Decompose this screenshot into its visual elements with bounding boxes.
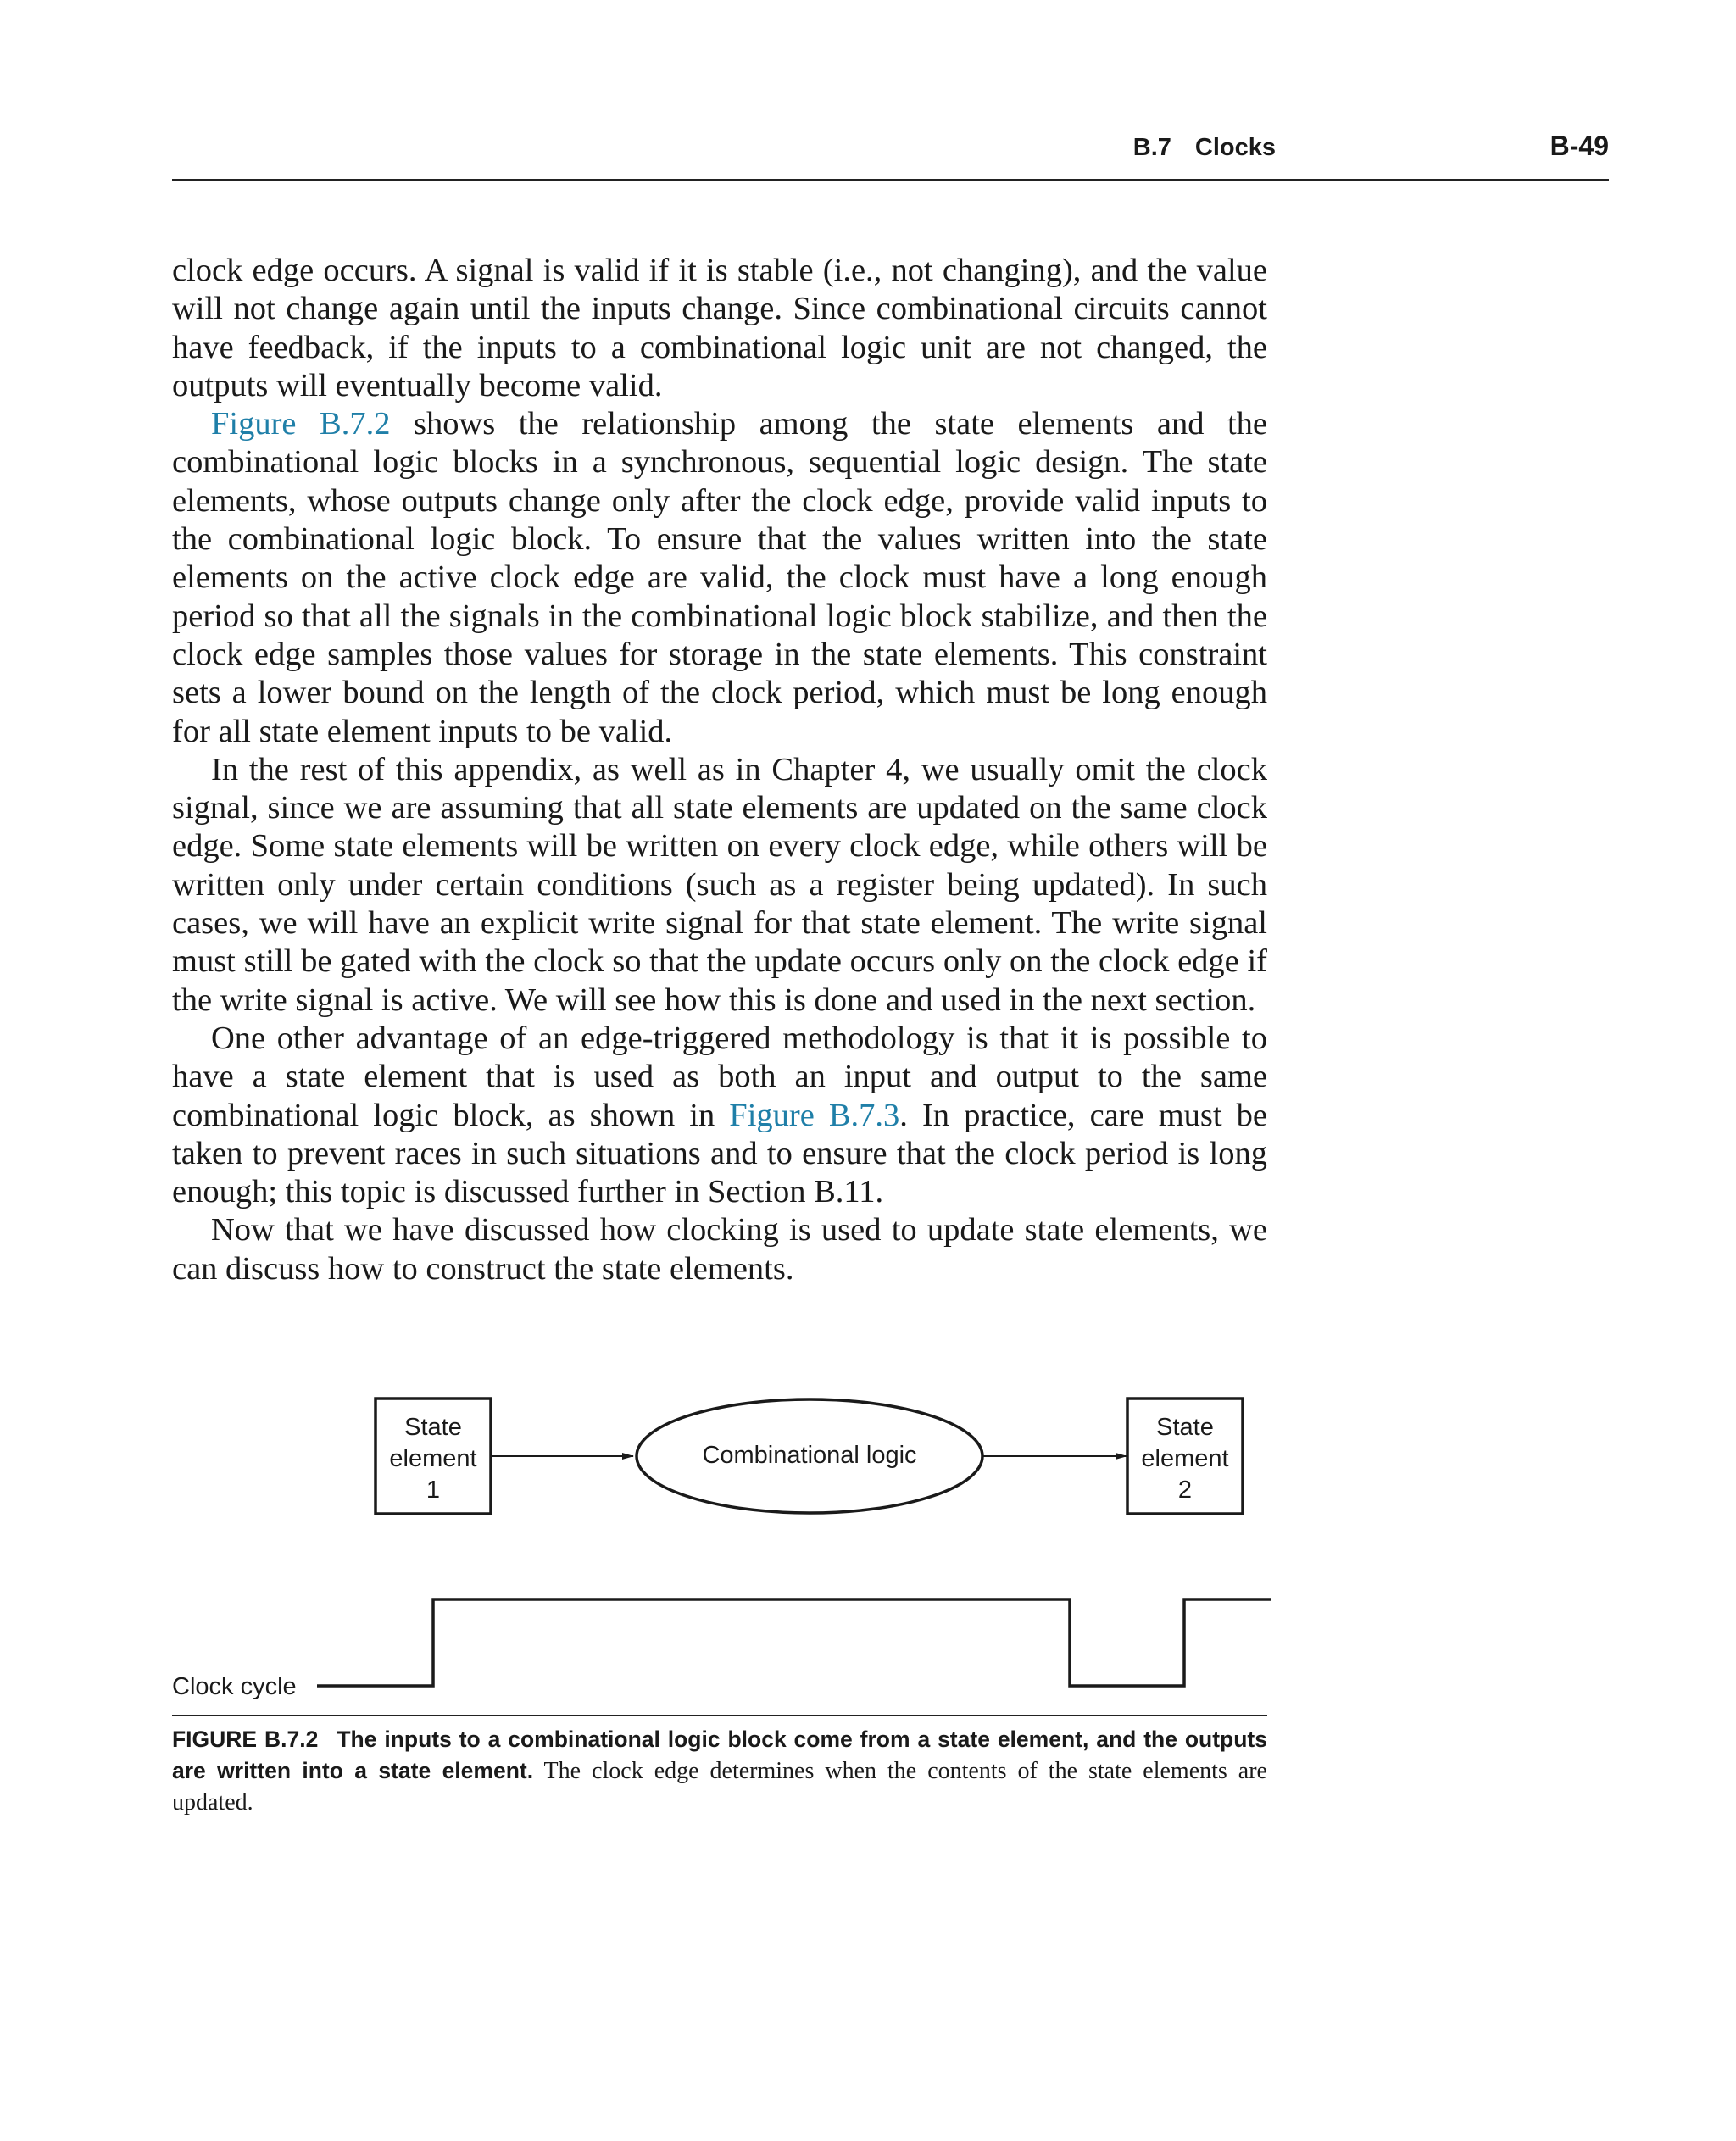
state-element-1-line1: State bbox=[404, 1414, 462, 1441]
caption-figure-number: FIGURE B.7.2 bbox=[172, 1727, 319, 1752]
figure-b73-link[interactable]: Figure B.7.3 bbox=[729, 1097, 900, 1133]
paragraph-5: Now that we have discussed how clocking is used to update state elements, we can discuss how to construct the state elements. bbox=[172, 1212, 1267, 1287]
figure-b72-link[interactable]: Figure B.7.2 bbox=[211, 406, 391, 442]
combinational-logic-label: Combinational logic bbox=[702, 1442, 917, 1469]
paragraph-4-text-a: One other advantage of an edge-triggered methodology is that it is possible to have a state element that is used as both an input and output to the same combinational logic block, as shown in bbox=[172, 1020, 1267, 1133]
figure-caption bbox=[172, 1724, 1267, 1818]
paragraph-2-text: shows the relationship among the state elements and the combinational logic blocks in a synchronous, sequential logic design. The state elements, whose outputs change only after the clock edge, provide valid inputs to the combinational logic block. To ensure that the values written into the state elements on the active clock edge are valid, the clock must have a long enough period so that all the signals in the combinational logic block stabilize, and then the clock edge samples those values for storage in the state elements. This constraint sets a lower bound on the length of the clock period, which must be long enough for all state element inputs to be valid. bbox=[172, 406, 1267, 749]
clock-waveform bbox=[317, 1599, 1271, 1686]
caption-text: The clock edge determines when the contents of the state elements are updated. bbox=[172, 1758, 1267, 1816]
state-element-2-line2: element bbox=[1141, 1445, 1229, 1472]
paragraph-1: clock edge occurs. A signal is valid if it is stable (i.e., not changing), and the value will not change again until the inputs change. Since combinational circuits cannot have feedback, if the inputs to a combinational logic unit are not changed, the outputs will eventually become valid. bbox=[172, 253, 1267, 403]
paragraph-3: In the rest of this appendix, as well as in Chapter 4, we usually omit the clock signal, since we are assuming that all state elements are updated on the same clock edge. Some state elements will be written on every clock edge, while others will be written only under certain conditions (such as a register being updated). In such cases, we will have an explicit write signal for that state element. The write signal must still be gated with the clock so that the update occurs only on the clock edge if the write signal is active. We will see how this is done and used in the next section. bbox=[172, 751, 1267, 1018]
section-number: B.7 bbox=[1132, 134, 1171, 161]
state-element-1-line2: element bbox=[389, 1445, 477, 1472]
paragraph-4-text-b: . In practice, care must be taken to prevent races in such situations and to ensure that the clock period is long enough; this topic is discussed further in Section B.11. bbox=[172, 1097, 1268, 1210]
state-element-2-line1: State bbox=[1156, 1414, 1214, 1441]
caption-bold-text: The inputs to a combinational logic block come from a state element, and the outputs are written into a state element. bbox=[172, 1727, 1267, 1783]
page-number: B-49 bbox=[1550, 131, 1609, 161]
section-title: Clocks bbox=[1194, 134, 1276, 161]
state-element-1-line3: 1 bbox=[426, 1476, 441, 1504]
caption-rule bbox=[172, 1715, 1267, 1716]
clock-cycle-label: Clock cycle bbox=[172, 1673, 297, 1700]
state-element-2-line3: 2 bbox=[1177, 1476, 1193, 1504]
